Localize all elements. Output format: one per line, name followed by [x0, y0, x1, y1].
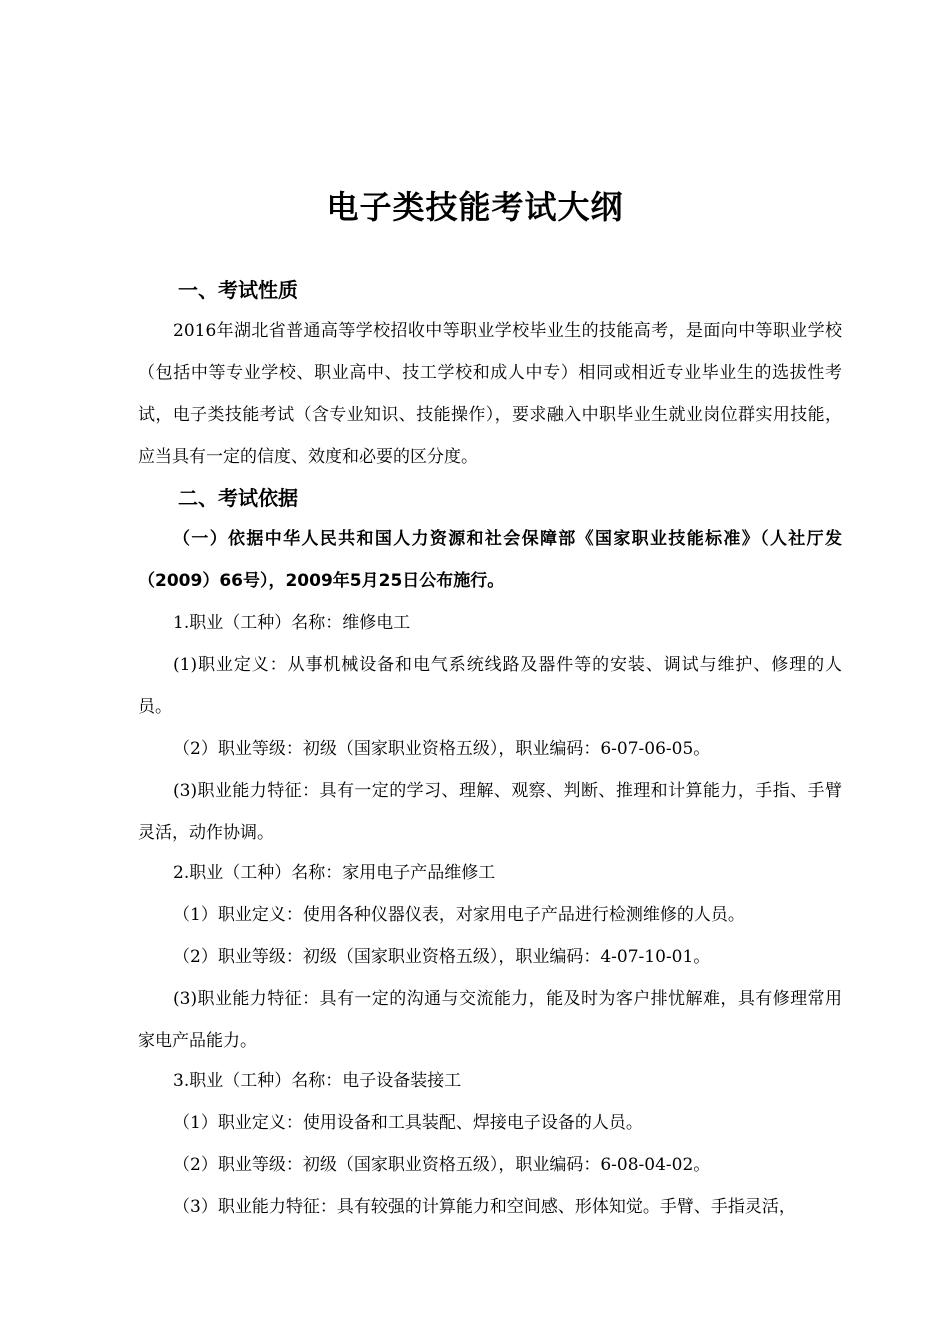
section-body-nature: 2016年湖北省普通高等学校招收中等职业学校毕业生的技能高考，是面向中等职业学校（包括中等专业学校、职业高中、技工学校和成人中专）相同或相近专业毕业生的选拔性考试，电子类技能考试（含专业知识、技能操作），要求融入中职毕业生就业岗位群实用技能，应当具有一定的信度、效度和必要的区分度。: [138, 321, 842, 467]
job-1-level: （2）职业等级：初级（国家职业资格五级），职业编码：6-07-06-05。: [173, 739, 711, 759]
job-3-definition: （1）职业定义：使用设备和工具装配、焊接电子设备的人员。: [173, 1113, 643, 1133]
job-1-ability: (3)职业能力特征：具有一定的学习、理解、观察、判断、推理和计算能力，手指、手臂灵活，动作协调。: [138, 781, 842, 843]
job-1-name: 1.职业（工种）名称：维修电工: [173, 613, 411, 633]
job-1-definition: (1)职业定义：从事机械设备和电气系统线路及器件等的安装、调试与维护、修理的人员。: [138, 655, 842, 717]
section-heading-nature: 一、考试性质: [178, 278, 298, 302]
basis-paragraph: （一）依据中华人民共和国人力资源和社会保障部《国家职业技能标准》（人社厅发（2009）66号），2009年5月25日公布施行。: [138, 529, 842, 591]
document-title: 电子类技能考试大纲: [326, 188, 624, 226]
job-2-level: （2）职业等级：初级（国家职业资格五级），职业编码：4-07-10-01。: [173, 947, 711, 967]
job-3-level: （2）职业等级：初级（国家职业资格五级），职业编码：6-08-04-02。: [173, 1155, 711, 1175]
job-2-name: 2.职业（工种）名称：家用电子产品维修工: [173, 863, 496, 883]
section-heading-basis: 二、考试依据: [178, 486, 298, 510]
job-3-name: 3.职业（工种）名称：电子设备装接工: [173, 1071, 462, 1091]
job-2-ability: (3)职业能力特征：具有一定的沟通与交流能力，能及时为客户排忧解难，具有修理常用家电产品能力。: [138, 989, 842, 1051]
job-2-definition: （1）职业定义：使用各种仪器仪表，对家用电子产品进行检测维修的人员。: [173, 905, 745, 925]
job-3-ability: （3）职业能力特征：具有较强的计算能力和空间感、形体知觉。手臂、手指灵活，: [173, 1197, 796, 1217]
